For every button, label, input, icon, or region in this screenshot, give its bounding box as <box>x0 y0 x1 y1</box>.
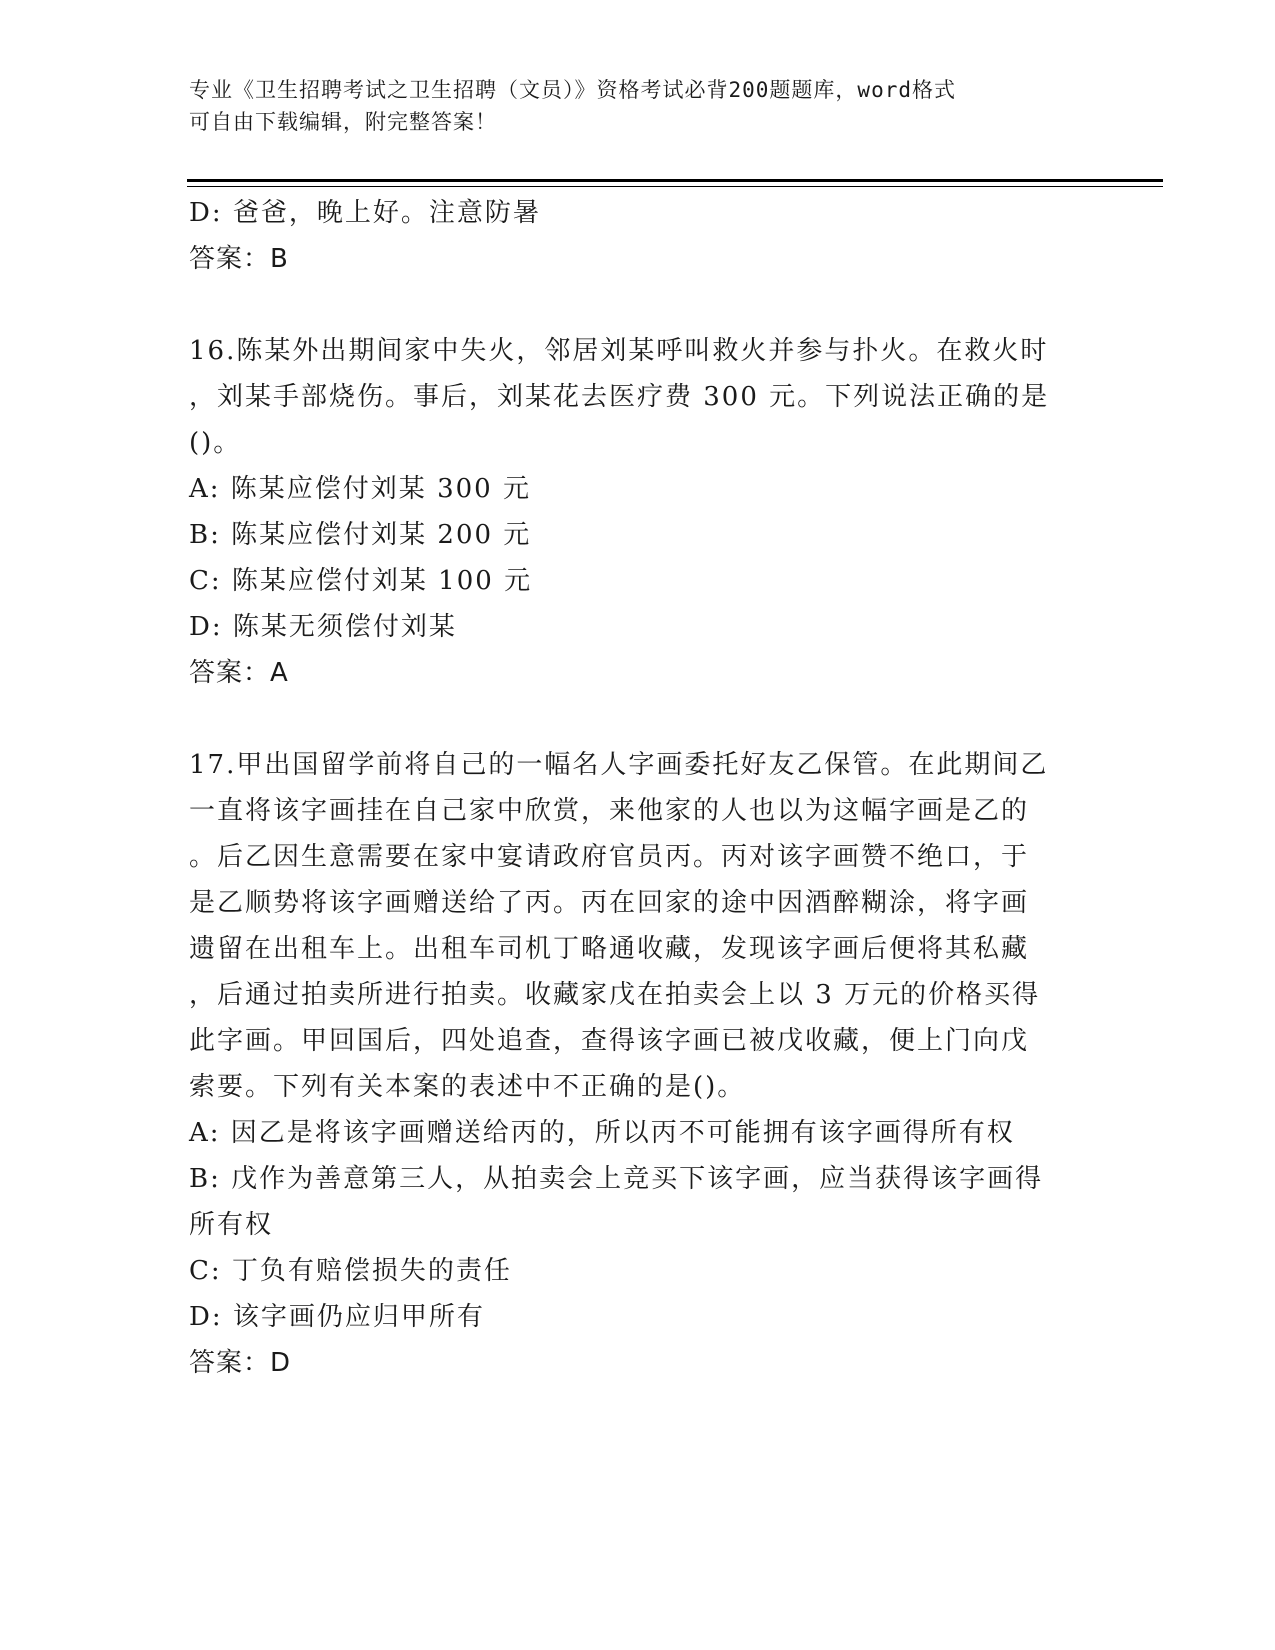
question-stem-line: 。后乙因生意需要在家中宴请政府官员丙。丙对该字画赞不绝口，于 <box>189 842 1030 872</box>
option-a: A: 陈某应偿付刘某 300 元 <box>189 474 531 504</box>
header-divider-thick <box>187 179 1163 182</box>
header-title-line-2: 可自由下载编辑，附完整答案！ <box>189 110 497 134</box>
option-d: D: 该字画仍应归甲所有 <box>189 1302 485 1332</box>
header-title-line-1: 专业《卫生招聘考试之卫生招聘（文员）》资格考试必背200题题库，word格式 <box>189 78 956 102</box>
question-15-tail <box>189 190 1089 282</box>
answer-label: 答案：D <box>189 1348 292 1378</box>
option-a: A: 因乙是将该字画赠送给丙的，所以丙不可能拥有该字画得所有权 <box>189 1118 1015 1148</box>
question-stem-line: ()。 <box>189 428 242 458</box>
question-stem-line: 此字画。甲回国后，四处追查，查得该字画已被戊收藏，便上门向戊 <box>189 1026 1030 1056</box>
option-b-continued: 所有权 <box>189 1210 274 1240</box>
spacer <box>189 282 1089 328</box>
question-stem-line: 索要。下列有关本案的表述中不正确的是()。 <box>189 1072 746 1102</box>
option-b: B: 戊作为善意第三人，从拍卖会上竞买下该字画，应当获得该字画得 <box>189 1164 1044 1194</box>
question-stem-line: ，刘某手部烧伤。事后，刘某花去医疗费 300 元。下列说法正确的是 <box>189 382 1050 412</box>
header-divider-thin <box>187 186 1163 187</box>
question-stem-line: ，后通过拍卖所进行拍卖。收藏家戊在拍卖会上以 3 万元的价格买得 <box>189 980 1041 1010</box>
option-d: D: 爸爸，晚上好。注意防暑 <box>189 198 541 228</box>
option-b: B: 陈某应偿付刘某 200 元 <box>189 520 532 550</box>
answer-label: 答案：A <box>189 658 289 688</box>
spacer <box>189 696 1089 742</box>
question-stem-line: 17.甲出国留学前将自己的一幅名人字画委托好友乙保管。在此期间乙 <box>189 750 1049 780</box>
question-stem-line: 遗留在出租车上。出租车司机丁略通收藏，发现该字画后便将其私藏 <box>189 934 1030 964</box>
question-stem-line: 16.陈某外出期间家中失火，邻居刘某呼叫救火并参与扑火。在救火时 <box>189 336 1049 366</box>
question-stem-line: 是乙顺势将该字画赠送给了丙。丙在回家的途中因酒醉糊涂，将字画 <box>189 888 1030 918</box>
page-header <box>189 74 1089 138</box>
question-16 <box>189 328 1089 696</box>
answer-label: 答案：B <box>189 244 289 274</box>
question-stem-line: 一直将该字画挂在自己家中欣赏，来他家的人也以为这幅字画是乙的 <box>189 796 1030 826</box>
question-content <box>189 190 1089 1386</box>
question-17 <box>189 742 1089 1386</box>
option-c: C: 陈某应偿付刘某 100 元 <box>189 566 533 596</box>
option-d: D: 陈某无须偿付刘某 <box>189 612 457 642</box>
option-c: C: 丁负有赔偿损失的责任 <box>189 1256 512 1286</box>
